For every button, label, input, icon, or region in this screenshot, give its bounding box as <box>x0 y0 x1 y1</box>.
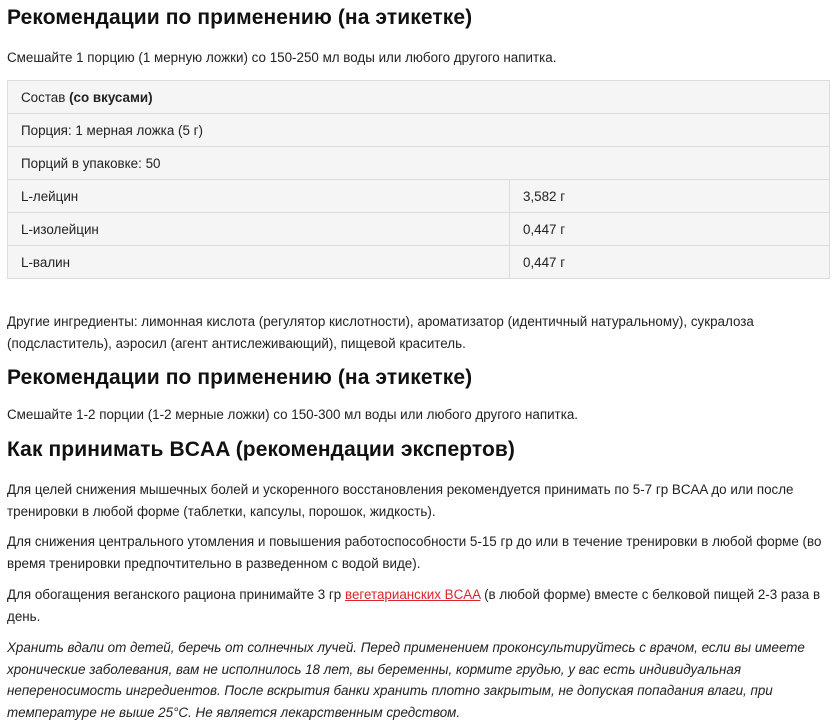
other-ingredients: Другие ингредиенты: лимонная кислота (регулятор кислотности), ароматизатор (идентичный натуральному), сукралоза (подсластитель), аэросил (агент антислеживающий), пищевой краситель. <box>7 314 754 351</box>
usage-instructions-2: Смешайте 1-2 порции (1-2 мерные ложки) со 150-300 мл воды или любого другого напитка. <box>7 407 579 422</box>
ingredient-name: L-изолейцин <box>8 213 510 246</box>
composition-table <box>7 80 830 279</box>
expert-paragraph-recovery: Для целей снижения мышечных болей и ускоренного восстановления рекомендуется принимать по 5-7 гр BCAA до или после тренировки в любой форме (таблетки, капсулы, порошок, жидкость). <box>7 482 794 519</box>
ingredient-name: L-валин <box>8 246 510 279</box>
expert-paragraph-fatigue: Для снижения центрального утомления и повышения работоспособности 5-15 гр до или в течение тренировки в любой форме (во время тренировки предпочтительно в разведенном с водой виде). <box>7 534 822 571</box>
expert-paragraph-vegan <box>7 584 829 627</box>
composition-flavors: (со вкусами) <box>69 89 153 105</box>
serving-size: Порция: 1 мерная ложка (5 г) <box>8 114 830 147</box>
heading-expert-recommendations: Как принимать BCAA (рекомендации экспертов) <box>7 438 516 461</box>
vegetarian-bcaa-link[interactable]: вегетарианских BCAA <box>344 587 481 602</box>
table-row <box>8 114 830 147</box>
table-row <box>8 81 830 114</box>
usage-instructions: Смешайте 1 порцию (1 мерную ложки) со 150-250 мл воды или любого другого напитка. <box>7 50 557 65</box>
heading-usage-label-2: Рекомендации по применению (на этикетке) <box>7 366 473 389</box>
ingredient-amount: 3,582 г <box>510 180 830 213</box>
vegan-text-before: Для обогащения веганского рациона принимайте 3 гр <box>7 587 345 602</box>
vegan-text-after: (в любой форме) вместе с белковой пищей 2-3 раза в день. <box>7 587 821 624</box>
table-row <box>8 213 830 246</box>
ingredient-name: L-лейцин <box>8 180 510 213</box>
table-row <box>8 147 830 180</box>
composition-header <box>8 81 830 114</box>
ingredient-amount: 0,447 г <box>510 246 830 279</box>
composition-prefix: Состав <box>21 89 70 105</box>
table-row <box>8 180 830 213</box>
warning-text: Хранить вдали от детей, беречь от солнечных лучей. Перед применением проконсультируйтесь с врачом, если вы имеете хронические заболевания, вам не исполнилось 18 лет, вы беременны, кормите грудью, у вас есть индивидуальная непереносимость ингредиентов. После вскрытия банки хранить плотно закрытым, не допуская попадания влаги, при температуре не выше 25°C. Не является лекарственным средством. <box>7 640 805 720</box>
table-row <box>8 246 830 279</box>
heading-usage-label: Рекомендации по применению (на этикетке) <box>7 6 473 29</box>
servings-per-container: Порций в упаковке: 50 <box>8 147 830 180</box>
ingredient-amount: 0,447 г <box>510 213 830 246</box>
